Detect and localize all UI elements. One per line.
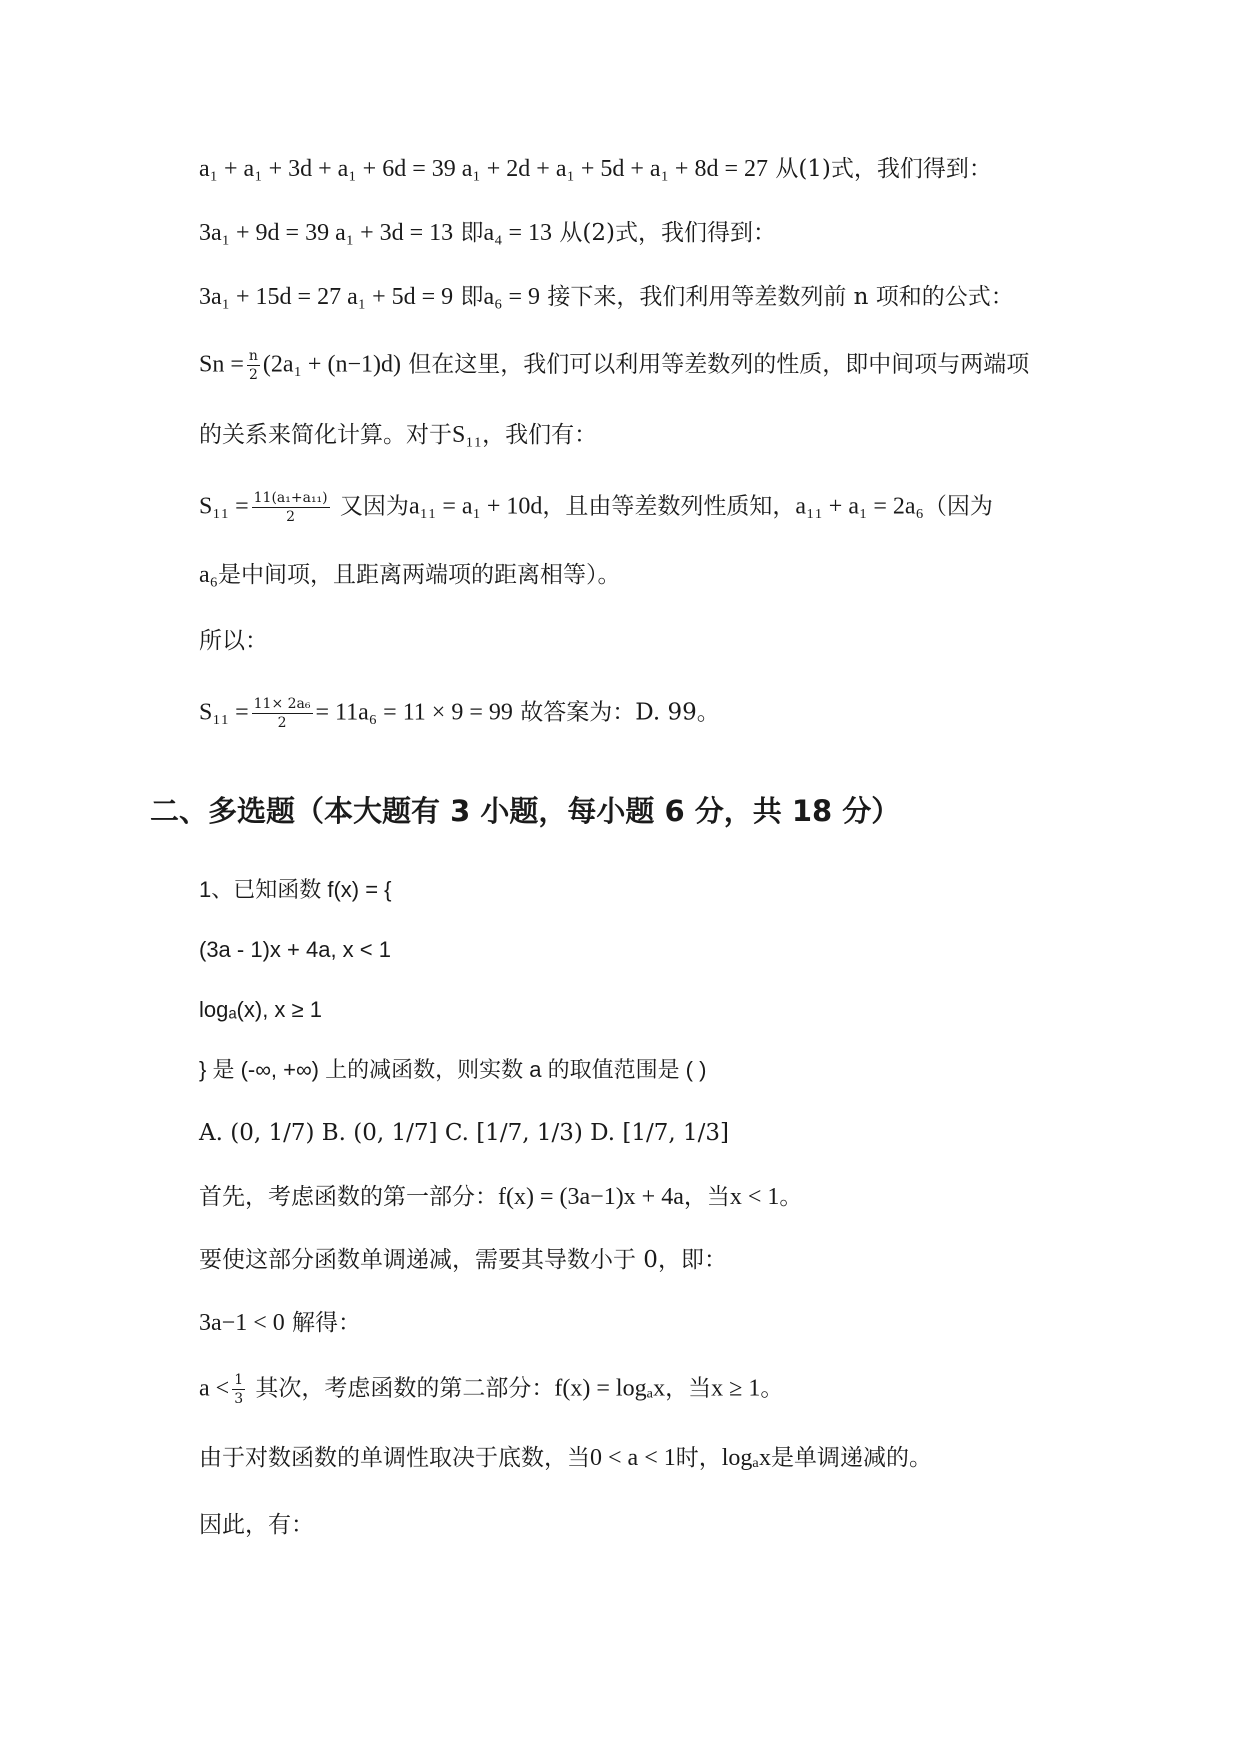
equation: S₁₁ = bbox=[199, 493, 249, 520]
equation: 3a₁ + 15d = 27 a₁ + 5d = 9 bbox=[199, 284, 454, 310]
equation: a₁₁ + a₁ = 2a₆ bbox=[795, 493, 924, 520]
solution-line-4 bbox=[199, 348, 1029, 383]
text: ，当 bbox=[665, 1375, 712, 1402]
solution-line-2 bbox=[199, 218, 776, 248]
solution-line-6 bbox=[199, 490, 993, 525]
solution-line-1 bbox=[199, 154, 992, 184]
solution2-line-5 bbox=[199, 1443, 932, 1473]
solution-line-3 bbox=[199, 282, 1014, 312]
solution-line-9 bbox=[199, 696, 720, 731]
text: 时， bbox=[675, 1445, 722, 1471]
text: 但在这里，我们可以利用等差数列的性质，即中间项与两端项 bbox=[400, 351, 1030, 378]
equation: a₆ = 9 bbox=[483, 284, 541, 310]
text: 其次，考虑函数的第二部分： bbox=[248, 1375, 555, 1402]
text: 的关系来简化计算。对于 bbox=[199, 422, 452, 448]
solution2-line-2: 要使这部分函数单调递减，需要其导数小于 0，即： bbox=[199, 1247, 727, 1273]
equation: x ≥ 1 bbox=[711, 1375, 761, 1402]
text: ，我们有： bbox=[482, 422, 598, 448]
equation: Sn = bbox=[199, 351, 244, 378]
fraction-numerator: 11(a₁+a₁₁) bbox=[253, 490, 328, 506]
text: 。 bbox=[779, 1184, 803, 1210]
equation: a₆ bbox=[199, 562, 219, 588]
solution-line-5 bbox=[199, 420, 597, 450]
equation: = 11a₆ = 11 × 9 = 99 bbox=[315, 699, 513, 726]
equation: logₐx bbox=[721, 1445, 771, 1471]
fraction bbox=[252, 490, 330, 525]
text: 。 bbox=[760, 1375, 784, 1402]
section-heading: 二、多选题（本大题有 3 小题，每小题 6 分，共 18 分） bbox=[150, 794, 901, 828]
question-stem-end: } 是 (-∞, +∞) 上的减函数，则实数 a 的取值范围是 ( ) bbox=[199, 1057, 707, 1082]
text: 故答案为：D. 99。 bbox=[512, 699, 720, 726]
text: 是单调递减的。 bbox=[770, 1445, 932, 1471]
equation: 0 < a < 1 bbox=[590, 1445, 676, 1471]
equation: 3a₁ + 9d = 39 a₁ + 3d = 13 bbox=[199, 220, 454, 246]
equation: (2a₁ + (n−1)d) bbox=[262, 351, 401, 378]
fraction-denominator: 2 bbox=[277, 715, 287, 731]
solution2-line-6: 因此，有： bbox=[199, 1512, 314, 1538]
equation: S₁₁ = bbox=[199, 699, 249, 726]
fraction-denominator: 3 bbox=[234, 1391, 244, 1407]
equation: a < bbox=[199, 1375, 230, 1402]
solution2-line-3 bbox=[199, 1308, 361, 1338]
fraction-numerator: 1 bbox=[234, 1372, 244, 1388]
equation: x < 1 bbox=[729, 1184, 780, 1210]
solution-line-7 bbox=[199, 560, 621, 590]
solution2-line-1 bbox=[199, 1182, 802, 1212]
text: 解得： bbox=[284, 1310, 362, 1336]
fraction-numerator: n bbox=[248, 348, 258, 364]
fraction bbox=[232, 1372, 245, 1407]
equation: S₁₁ bbox=[452, 422, 483, 448]
fraction-denominator: 2 bbox=[248, 367, 258, 383]
fraction bbox=[247, 348, 260, 383]
solution2-line-4 bbox=[199, 1372, 783, 1407]
fraction-denominator: 2 bbox=[286, 509, 296, 525]
question-stem: 1、已知函数 f(x) = { bbox=[199, 877, 392, 902]
equation: f(x) = (3a−1)x + 4a bbox=[498, 1184, 684, 1210]
text: 即 bbox=[453, 220, 484, 246]
text: 即 bbox=[453, 284, 484, 310]
text: 从(2)式，我们得到： bbox=[552, 220, 776, 246]
equation: a₁ + a₁ + 3d + a₁ + 6d = 39 a₁ + 2d + a₁ + 5d + a₁ + 8d = 27 bbox=[199, 156, 769, 182]
question-options: A. (0, 1/7) B. (0, 1/7] C. [1/7, 1/3) D. [1/7, 1/3] bbox=[199, 1120, 729, 1146]
text: 接下来，我们利用等差数列前 n 项和的公式： bbox=[540, 284, 1014, 310]
equation: 3a−1 < 0 bbox=[199, 1310, 285, 1336]
fraction bbox=[252, 696, 313, 731]
text: 首先，考虑函数的第一部分： bbox=[199, 1184, 498, 1210]
text: （因为 bbox=[923, 493, 993, 520]
question-piece-1: (3a - 1)x + 4a, x < 1 bbox=[199, 937, 391, 962]
equation: a₄ = 13 bbox=[483, 220, 553, 246]
text: ，当 bbox=[683, 1184, 730, 1210]
equation: a₁₁ = a₁ + 10d bbox=[408, 493, 543, 520]
question-piece-2: logₐ(x), x ≥ 1 bbox=[199, 997, 322, 1022]
solution-line-8: 所以： bbox=[199, 628, 268, 654]
text: 又因为 bbox=[332, 493, 409, 520]
text: 由于对数函数的单调性取决于底数，当 bbox=[199, 1445, 590, 1471]
text: 从(1)式，我们得到： bbox=[768, 156, 992, 182]
text: 是中间项，且距离两端项的距离相等）。 bbox=[218, 562, 621, 588]
text: ，且由等差数列性质知， bbox=[542, 493, 796, 520]
fraction-numerator: 11× 2a₆ bbox=[253, 696, 311, 712]
equation: f(x) = logₐx bbox=[554, 1375, 666, 1402]
